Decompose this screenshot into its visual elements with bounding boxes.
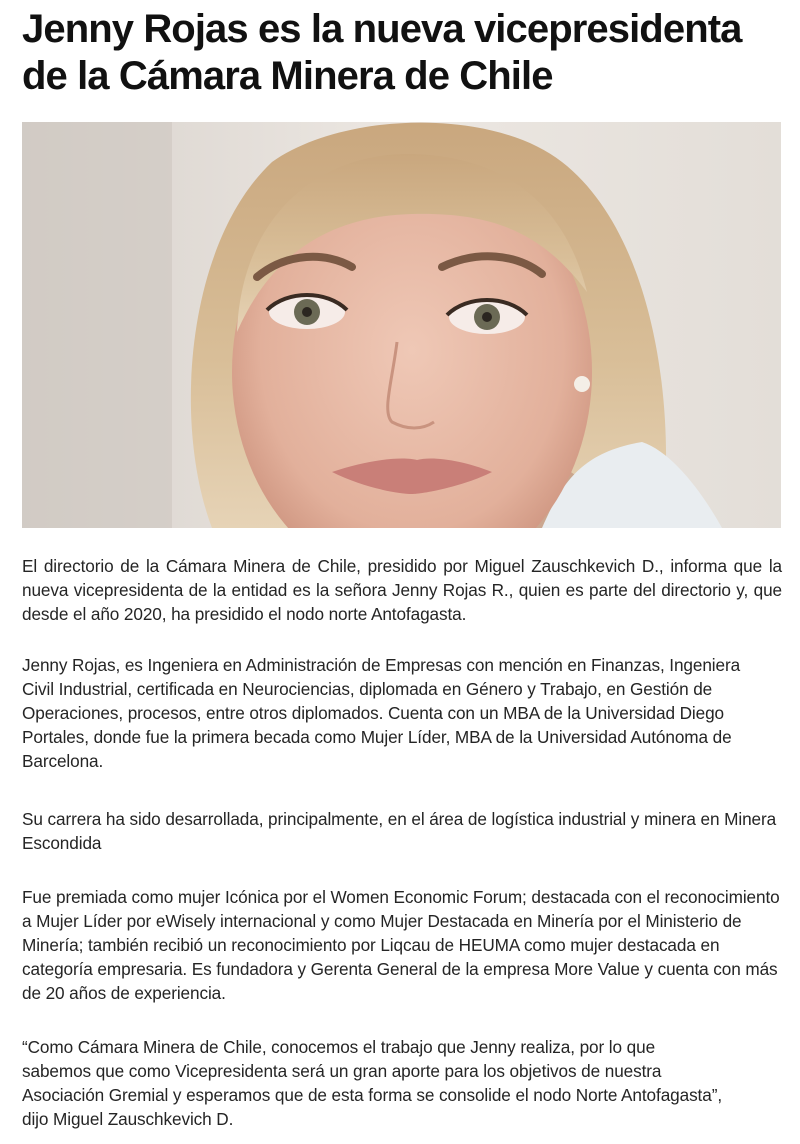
paragraph-2: Jenny Rojas, es Ingeniera en Administración de Empresas con mención en Finanzas, Ingeniera Civil Industrial, certificada en Neurociencias, diplomada en Género y Trabajo, en Gestión de Operaciones, procesos, entre otros diplomados. Cuenta con un MBA de la Universidad Diego Portales, donde fue la primera becada como Mujer Líder, MBA de la Universidad Autónoma de Barcelona. [22, 655, 741, 771]
paragraph-3: Su carrera ha sido desarrollada, principalmente, en el área de logística industrial y minera en Minera Escondida [22, 809, 777, 853]
paragraph-1: El directorio de la Cámara Minera de Chile, presidido por Miguel Zauschkevich D., informa que la nueva vicepresidenta de la entidad es la señora Jenny Rojas R., quien es parte del directorio y, que desde el año 2020, ha presidido el nodo norte Antofagasta. [22, 556, 782, 624]
paragraph-4: Fue premiada como mujer Icónica por el Women Economic Forum; destacada con el reconocimiento a Mujer Líder por eWisely internacional y como Mujer Destacada en Minería por el Ministerio de Minería; también recibió un reconocimiento por Liqcau de HEUMA como mujer destacada en categoría empresaria. Es fundadora y Gerenta General de la empresa More Value y cuenta con más de 20 años de experiencia. [22, 887, 780, 1003]
portrait-illustration [22, 122, 781, 528]
paragraph-5: “Como Cámara Minera de Chile, conocemos el trabajo que Jenny realiza, por lo que sabemos que como Vicepresidenta será un gran aporte para los objetivos de nuestra Asociación Gremial y esperamos que de esta forma se consolide el nodo Norte Antofagasta”, dijo Miguel Zauschkevich D. [22, 1037, 722, 1129]
article-title: Jenny Rojas es la nueva vicepresidenta de la Cámara Minera de Chile [22, 7, 742, 98]
portrait-photo [22, 122, 781, 528]
